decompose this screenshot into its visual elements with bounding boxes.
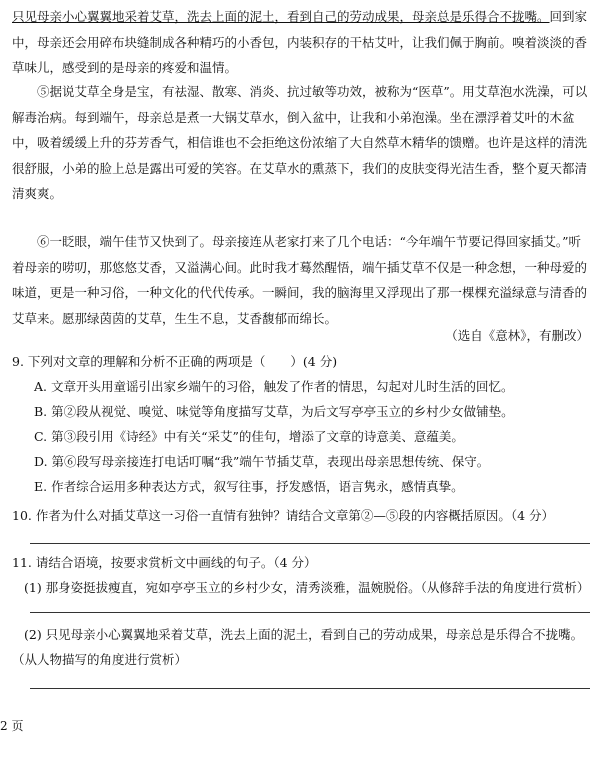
question-9-option-c: C. 第③段引用《诗经》中有关“采艾”的佳句，增添了文章的诗意美、意蕴美。 bbox=[34, 429, 464, 444]
answer-line-10[interactable] bbox=[30, 543, 590, 544]
underlined-sentence: 只见母亲小心翼翼地采着艾草，洗去上面的泥土，看到自己的劳动成果，母亲总是乐得合不拢嘴。 bbox=[12, 9, 550, 24]
question-11-part-1: (1) 那身姿挺拔瘦直，宛如亭亭玉立的乡村少女，清秀淡雅，温婉脱俗。（从修辞手法的角度进行赏析） bbox=[24, 580, 590, 595]
passage-paragraph-5: ⑤据说艾草全身是宝，有祛湿、散寒、消炎、抗过敏等功效，被称为“医草”。用艾草泡水洗澡，可以解毒治病。每到端午，母亲总是煮一大锅艾草水，倒入盆中，让我和小弟泡澡。坐在漂浮着艾叶的木盆中，吸着缓缓上升的芬芳香气，相信谁也不会拒绝这份浓缩了大自然草木精华的馈赠。也许是这样的清洗很舒服，小弟的脸上总是露出可爱的笑容。在艾草水的熏蒸下，我们的皮肤变得光洁生香，整个夏天都清清爽爽。 bbox=[12, 84, 588, 202]
question-11-part-2-note: （从人物描写的角度进行赏析） bbox=[12, 652, 188, 667]
question-9-option-d: D. 第⑥段写母亲接连打电话叮嘱“我”端午节插艾草，表现出母亲思想传统、保守。 bbox=[34, 454, 490, 469]
answer-line-11-1[interactable] bbox=[30, 612, 590, 613]
paragraph-text: 回到家中，母亲还会用碎布块缝制成各种精巧的小香包，内装积存的干枯艾叶，让我们佩于胸前。嗅着淡淡的香草味儿，感受到的是母亲的疼爱和温情。 bbox=[12, 9, 588, 76]
passage-paragraph-top bbox=[12, 4, 592, 81]
question-11-part-2: (2) 只见母亲小心翼翼地采着艾草，洗去上面的泥土，看到自己的劳动成果，母亲总是乐得合不拢嘴。 bbox=[24, 627, 584, 642]
question-9-option-a: A. 文章开头用童谣引出家乡端午的习俗，触发了作者的情思，勾起对儿时生活的回忆。 bbox=[34, 379, 514, 394]
question-9: 9. 下列对文章的理解和分析不正确的两项是（ ）(4 分) bbox=[12, 354, 338, 369]
source-citation: （选自《意林》，有删改） bbox=[445, 328, 589, 343]
page-number: 2 页 bbox=[0, 719, 24, 733]
answer-line-11-2[interactable] bbox=[30, 688, 590, 689]
question-9-option-b: B. 第②段从视觉、嗅觉、味觉等角度描写艾草，为后文写亭亭玉立的乡村少女做铺垫。 bbox=[34, 404, 514, 419]
passage-paragraph-6: ⑥一眨眼，端午佳节又快到了。母亲接连从老家打来了几个电话：“今年端午节要记得回家插艾。”听着母亲的唠叨，那悠悠艾香，又溢满心间。此时我才蓦然醒悟，端午插艾草不仅是一种念想，一种母爱的味道，更是一种习俗，一种文化的代代传承。一瞬间，我的脑海里又浮现出了那一棵棵充溢绿意与清香的艾草来。愿那绿茵茵的艾草，生生不息，艾香馥郁而绵长。 bbox=[12, 234, 588, 326]
question-10: 10. 作者为什么对插艾草这一习俗一直情有独钟？请结合文章第②—⑤段的内容概括原因。（4 分） bbox=[12, 508, 555, 523]
question-11: 11. 请结合语境，按要求赏析文中画线的句子。（4 分） bbox=[12, 555, 317, 570]
question-9-option-e: E. 作者综合运用多种表达方式，叙写往事，抒发感悟，语言隽永，感情真挚。 bbox=[34, 479, 464, 494]
